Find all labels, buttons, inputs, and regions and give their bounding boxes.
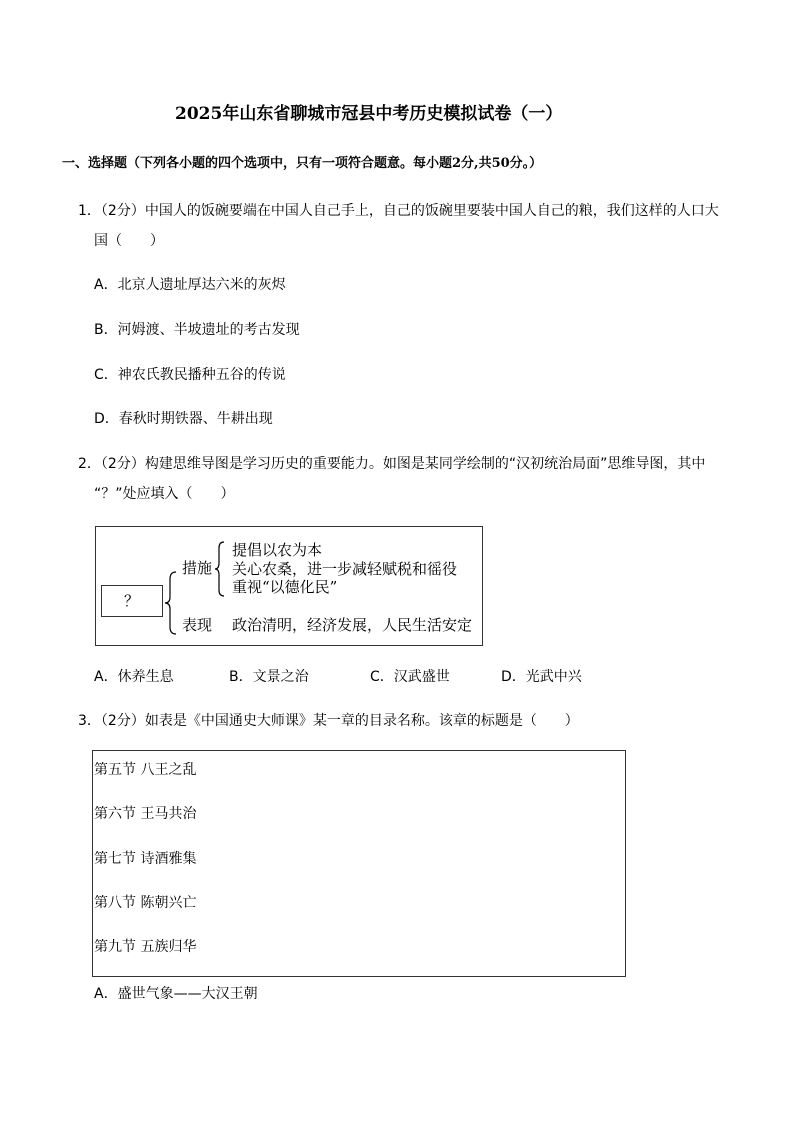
toc-entry: 第六节 王马共治 xyxy=(94,806,197,822)
question-2-option-d[interactable]: D．光武中兴 xyxy=(501,669,582,685)
question-1-option-d[interactable]: D．春秋时期铁器、牛耕出现 xyxy=(94,411,273,427)
toc-entry: 第七节 诗酒雅集 xyxy=(94,851,197,867)
question-1-option-a[interactable]: A．北京人遗址厚达六米的灰烬 xyxy=(94,277,286,293)
question-3-stem: 3．（2分）如表是《中国通史大师课》某一章的目录名称。该章的标题是（ ） xyxy=(78,713,579,729)
mind-map-measures-label: 措施 xyxy=(182,559,213,577)
section-heading: 一、选择题（下列各小题的四个选项中，只有一项符合题意。每小题2分,共50分。） xyxy=(62,156,543,171)
question-1-stem-line2: 国（ ） xyxy=(94,233,164,249)
mind-map-result-label: 表现 xyxy=(182,616,213,634)
mind-map-measures-brace xyxy=(214,541,226,597)
question-2-stem-line2: “？”处应填入（ ） xyxy=(94,486,235,502)
toc-entry: 第五节 八王之乱 xyxy=(94,762,197,778)
question-2-stem-line1: 2．（2分）构建思维导图是学习历史的重要能力。如图是某同学绘制的“汉初统治局面”思维导图，其中 xyxy=(78,456,706,472)
mind-map-diagram xyxy=(95,526,483,646)
question-2-option-c[interactable]: C．汉武盛世 xyxy=(370,669,450,685)
question-1-option-b[interactable]: B．河姆渡、半坡遗址的考古发现 xyxy=(94,322,300,338)
question-2-option-a[interactable]: A．休养生息 xyxy=(94,669,174,685)
toc-entry: 第八节 陈朝兴亡 xyxy=(94,895,197,911)
question-1-stem-line1: 1．（2分）中国人的饭碗要端在中国人自己手上，自己的饭碗里要装中国人自己的粮，我们这样的人口大 xyxy=(78,203,719,219)
mind-map-measure-3: 重视“以德化民” xyxy=(232,578,338,596)
mind-map-center-box xyxy=(101,585,163,617)
question-1-option-c[interactable]: C．神农氏教民播种五谷的传说 xyxy=(94,367,286,383)
mind-map-measure-1: 提倡以农为本 xyxy=(232,541,323,559)
mind-map-main-brace xyxy=(164,571,178,635)
question-3-option-a[interactable]: A．盛世气象——大汉王朝 xyxy=(94,986,258,1002)
mind-map-measure-2: 关心农桑，进一步减轻赋税和徭役 xyxy=(232,560,458,578)
mind-map-center-label: ？ xyxy=(124,592,140,610)
toc-entry: 第九节 五族归华 xyxy=(94,939,197,955)
table-of-contents xyxy=(92,750,626,977)
mind-map-result: 政治清明，经济发展，人民生活安定 xyxy=(232,616,473,634)
page-title: 2025年山东省聊城市冠县中考历史模拟试卷（一） xyxy=(175,104,563,124)
question-2-option-b[interactable]: B．文景之治 xyxy=(229,669,309,685)
